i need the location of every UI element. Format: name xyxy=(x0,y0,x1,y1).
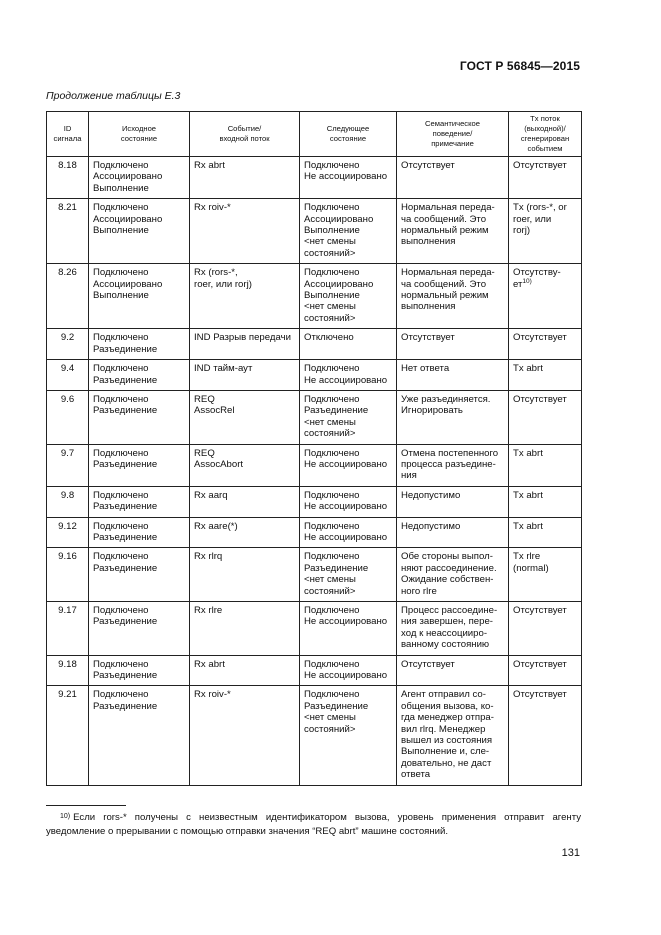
header-signal-id: ID сигнала xyxy=(47,112,89,157)
cell-next-state: Отключено xyxy=(300,329,397,360)
cell-event: REQ AssocRel xyxy=(190,390,300,444)
cell-initial-state: Подключено Разъединение xyxy=(89,444,190,486)
cell-event: Rx (rors-*, roer, или rorj) xyxy=(190,264,300,329)
cell-initial-state: Подключено Разъединение xyxy=(89,390,190,444)
table-row xyxy=(47,548,582,602)
table-row xyxy=(47,157,582,199)
cell-semantic-note: Отмена постепенного процесса разъедине- ния xyxy=(397,444,509,486)
cell-next-state: Подключено Разъединение <нет смены состояний> xyxy=(300,548,397,602)
cell-next-state: Подключено Не ассоциировано xyxy=(300,655,397,686)
cell-semantic-note: Агент отправил со- общения вызова, ко- гда менеджер отпра- вил rlrq. Менеджер вышел из состояния Выполнение и, сле- довательно, не даст ответа xyxy=(397,686,509,785)
table-row xyxy=(47,602,582,656)
cell-initial-state: Подключено Разъединение xyxy=(89,548,190,602)
cell-event: Rx rlrq xyxy=(190,548,300,602)
footnote-reference: 10) xyxy=(522,277,532,285)
cell-initial-state: Подключено Разъединение xyxy=(89,602,190,656)
cell-initial-state: Подключено Разъединение xyxy=(89,329,190,360)
header-initial-state: Исходное состояние xyxy=(89,112,190,157)
cell-semantic-note: Отсутствует xyxy=(397,329,509,360)
cell-semantic-note: Недопустимо xyxy=(397,486,509,517)
cell-signal-id: 9.17 xyxy=(47,602,89,656)
cell-signal-id: 9.4 xyxy=(47,360,89,391)
cell-initial-state: Подключено Разъединение xyxy=(89,655,190,686)
cell-tx-output: Tx rlre (normal) xyxy=(509,548,582,602)
cell-next-state: Подключено Не ассоциировано xyxy=(300,360,397,391)
cell-event: Rx rlre xyxy=(190,602,300,656)
cell-event: Rx abrt xyxy=(190,655,300,686)
cell-event: Rx abrt xyxy=(190,157,300,199)
cell-semantic-note: Нормальная переда- ча сообщений. Это нормальный режим выполнения xyxy=(397,264,509,329)
header-tx-output: Tx поток (выходной)/ сгенерирован событием xyxy=(509,112,582,157)
cell-tx-output: Отсутствует xyxy=(509,602,582,656)
cell-tx-output: Tx abrt xyxy=(509,486,582,517)
cell-signal-id: 9.21 xyxy=(47,686,89,785)
cell-initial-state: Подключено Разъединение xyxy=(89,686,190,785)
cell-next-state: Подключено Не ассоциировано xyxy=(300,486,397,517)
table-body xyxy=(47,157,582,786)
page-number: 131 xyxy=(561,847,580,859)
cell-event: Rx roiv-* xyxy=(190,199,300,264)
cell-next-state: Подключено Не ассоциировано xyxy=(300,517,397,548)
cell-semantic-note: Отсутствует xyxy=(397,655,509,686)
table-row xyxy=(47,444,582,486)
cell-signal-id: 9.12 xyxy=(47,517,89,548)
cell-next-state: Подключено Ассоциировано Выполнение <нет смены состояний> xyxy=(300,199,397,264)
cell-next-state: Подключено Не ассоциировано xyxy=(300,444,397,486)
cell-initial-state: Подключено Ассоциировано Выполнение xyxy=(89,264,190,329)
cell-tx-output: Отсутствует xyxy=(509,655,582,686)
header-next-state: Следующее состояние xyxy=(300,112,397,157)
table-row xyxy=(47,390,582,444)
cell-event: Rx roiv-* xyxy=(190,686,300,785)
cell-signal-id: 9.16 xyxy=(47,548,89,602)
table-row xyxy=(47,264,582,329)
table-row xyxy=(47,329,582,360)
cell-signal-id: 9.6 xyxy=(47,390,89,444)
footnote xyxy=(46,811,581,838)
cell-semantic-note: Обе стороны выпол- няют рассоединение. Ожидание собствен- ного rlre xyxy=(397,548,509,602)
cell-semantic-note: Отсутствует xyxy=(397,157,509,199)
table-caption: Продолжение таблицы Е.3 xyxy=(46,90,181,102)
cell-next-state: Подключено Разъединение <нет смены состояний> xyxy=(300,686,397,785)
cell-initial-state: Подключено Разъединение xyxy=(89,486,190,517)
cell-signal-id: 8.21 xyxy=(47,199,89,264)
cell-signal-id: 9.18 xyxy=(47,655,89,686)
cell-next-state: Подключено Не ассоциировано xyxy=(300,602,397,656)
cell-next-state: Подключено Ассоциировано Выполнение <нет смены состояний> xyxy=(300,264,397,329)
footnote-divider xyxy=(46,805,126,806)
cell-tx-output: Tx abrt xyxy=(509,517,582,548)
cell-semantic-note: Нет ответа xyxy=(397,360,509,391)
cell-tx-output: Tx (rors-*, or roer, или rorj) xyxy=(509,199,582,264)
cell-tx-output: Отсутствует xyxy=(509,329,582,360)
cell-tx-output: Tx abrt xyxy=(509,444,582,486)
cell-event: IND тайм-аут xyxy=(190,360,300,391)
cell-semantic-note: Недопустимо xyxy=(397,517,509,548)
cell-initial-state: Подключено Ассоциировано Выполнение xyxy=(89,157,190,199)
cell-event: REQ AssocAbort xyxy=(190,444,300,486)
footnote-mark: 10) xyxy=(60,813,71,820)
table-row xyxy=(47,486,582,517)
table-row xyxy=(47,517,582,548)
cell-tx-output: Отсутствует xyxy=(509,157,582,199)
table-row xyxy=(47,655,582,686)
cell-signal-id: 9.2 xyxy=(47,329,89,360)
cell-event: IND Разрыв передачи xyxy=(190,329,300,360)
cell-signal-id: 8.18 xyxy=(47,157,89,199)
cell-tx-output: Отсутствует xyxy=(509,686,582,785)
cell-tx-output: Отсутствует xyxy=(509,390,582,444)
cell-semantic-note: Процесс рассоедине- ния завершен, пере- ход к неассоцииро- ванному состоянию xyxy=(397,602,509,656)
cell-next-state: Подключено Не ассоциировано xyxy=(300,157,397,199)
document-code: ГОСТ Р 56845—2015 xyxy=(459,59,580,73)
cell-signal-id: 8.26 xyxy=(47,264,89,329)
cell-initial-state: Подключено Разъединение xyxy=(89,517,190,548)
cell-semantic-note: Нормальная переда- ча сообщений. Это нормальный режим выполнения xyxy=(397,199,509,264)
table-row xyxy=(47,686,582,785)
cell-event: Rx aare(*) xyxy=(190,517,300,548)
footnote-text: Если rors-* получены с неизвестным идентификатором вызова, уровень применения отправит агенту уведомление о прерывании с помощью отправки значения “REQ abrt” машине состояний. xyxy=(46,812,581,837)
table-row xyxy=(47,360,582,391)
cell-tx-output: Tx abrt xyxy=(509,360,582,391)
cell-initial-state: Подключено Ассоциировано Выполнение xyxy=(89,199,190,264)
cell-next-state: Подключено Разъединение <нет смены состояний> xyxy=(300,390,397,444)
table-header-row xyxy=(47,112,582,157)
cell-signal-id: 9.7 xyxy=(47,444,89,486)
cell-semantic-note: Уже разъединяется. Игнорировать xyxy=(397,390,509,444)
state-transition-table xyxy=(46,111,582,786)
table-row xyxy=(47,199,582,264)
header-event: Событие/ входной поток xyxy=(190,112,300,157)
cell-initial-state: Подключено Разъединение xyxy=(89,360,190,391)
cell-tx-output: Отсутству- $ет^{10)}$ xyxy=(509,264,582,329)
cell-event: Rx aarq xyxy=(190,486,300,517)
cell-signal-id: 9.8 xyxy=(47,486,89,517)
header-semantic-note: Семантическое поведение/ примечание xyxy=(397,112,509,157)
